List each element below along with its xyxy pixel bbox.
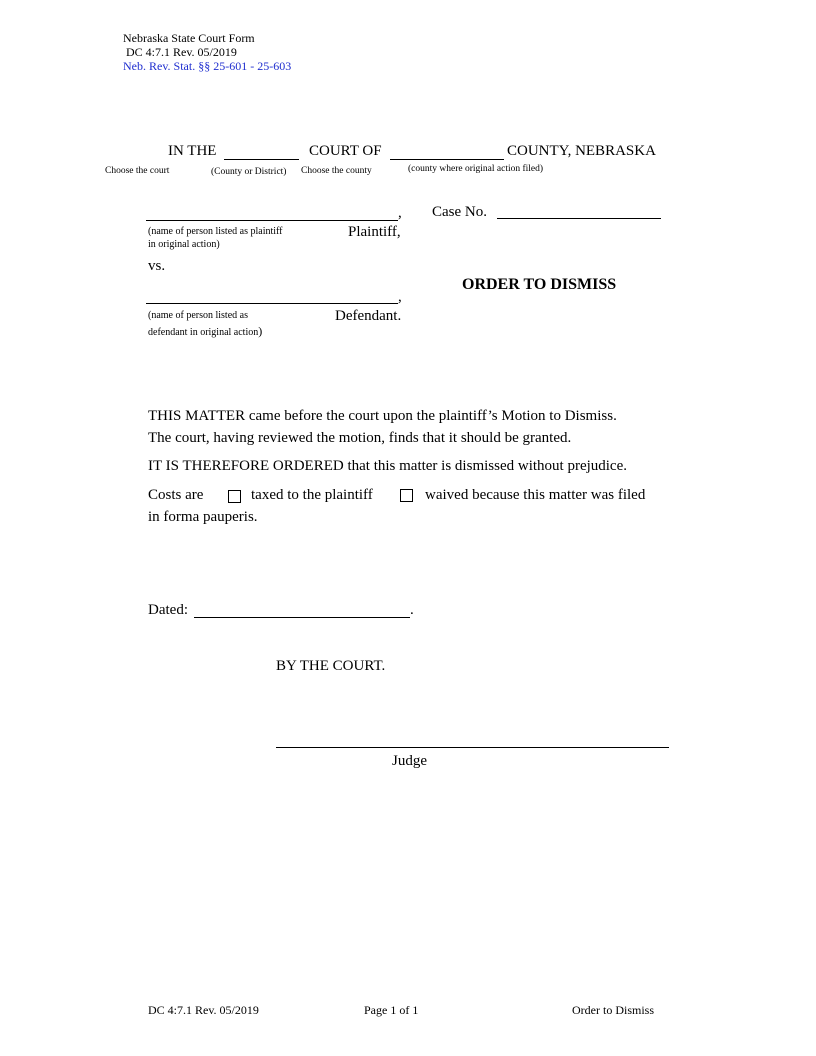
defendant-label: Defendant. [335,308,402,324]
costs-label: Costs are [148,487,204,503]
plaintiff-label: Plaintiff, [348,224,401,240]
plaintiff-hint-1: (name of person listed as plaintiff [148,226,283,237]
versus: vs. [148,258,166,274]
footer-page: Page 1 of 1 [364,1003,419,1017]
caption-in-the: IN THE [168,143,217,159]
plaintiff-name-field[interactable] [146,220,398,221]
taxed-checkbox[interactable] [228,490,241,503]
body-order: IT IS THEREFORE ORDERED that this matter is dismissed without prejudice. [148,458,627,474]
judge-label: Judge [392,753,427,769]
body-para1-line1: THIS MATTER came before the court upon the plaintiff’s Motion to Dismiss. [148,408,617,424]
court-hint: (County or District) [211,167,287,177]
case-no-label: Case No. [432,204,487,220]
defendant-comma: , [398,289,402,305]
defendant-hint-1: (name of person listed as [148,310,248,321]
taxed-option-label: taxed to the plaintiff [251,487,373,503]
by-the-court: BY THE COURT. [276,658,386,674]
defendant-name-field[interactable] [146,303,398,304]
county-hint: (county where original action filed) [408,164,544,174]
costs-line2: in forma pauperis. [148,509,258,525]
dated-label: Dated: [148,602,188,618]
case-no-field[interactable] [497,218,661,219]
statute-link[interactable]: Neb. Rev. Stat. §§ 25-601 - 25-603 [123,59,292,73]
county-field[interactable] [390,159,504,160]
dated-field[interactable] [194,617,410,618]
document-title: ORDER TO DISMISS [462,276,617,293]
caption-court-of: COURT OF [309,143,382,159]
court-field[interactable] [224,159,299,160]
form-name: Nebraska State Court Form [123,31,255,45]
judge-signature-line[interactable] [276,747,669,748]
form-number: DC 4:7.1 Rev. 05/2019 [126,45,237,59]
footer-form-number: DC 4:7.1 Rev. 05/2019 [148,1003,259,1017]
waived-checkbox[interactable] [400,489,413,502]
waived-option-label: waived because this matter was filed [425,487,646,503]
caption-county-nebraska: COUNTY, NEBRASKA [507,143,656,159]
footer-title: Order to Dismiss [572,1003,654,1017]
county-dropdown[interactable]: Choose the county [301,166,372,176]
defendant-hint-2: defendant in original action) [148,324,263,338]
plaintiff-hint-2: in original action) [148,239,220,250]
court-dropdown[interactable]: Choose the court [105,166,170,176]
body-para1-line2: The court, having reviewed the motion, finds that it should be granted. [148,430,572,446]
dated-period: . [410,602,414,618]
plaintiff-comma: , [398,205,402,221]
